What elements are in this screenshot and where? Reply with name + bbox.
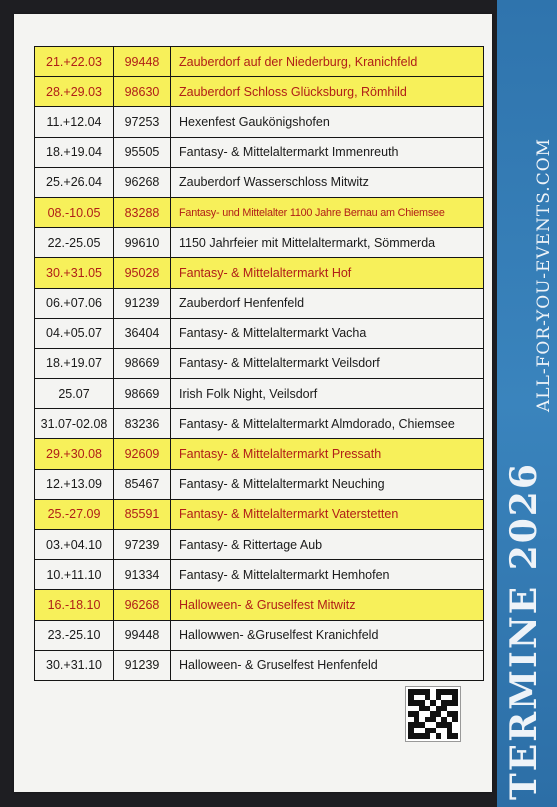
event-plz: 36404 (114, 318, 171, 348)
event-name: Hexenfest Gaukönigshofen (171, 107, 484, 137)
event-row (35, 530, 484, 560)
event-date: 12.+13.09 (35, 469, 114, 499)
event-name: Zauberdorf Schloss Glücksburg, Römhild (171, 77, 484, 107)
event-date: 22.-25.05 (35, 228, 114, 258)
event-name: Fantasy- & Mittelaltermarkt Neuching (171, 469, 484, 499)
event-date: 31.07-02.08 (35, 409, 114, 439)
event-name: Zauberdorf Wasserschloss Mitwitz (171, 167, 484, 197)
events-table (34, 46, 484, 681)
event-date: 18.+19.07 (35, 348, 114, 378)
event-row (35, 560, 484, 590)
event-name: Fantasy- & Mittelaltermarkt Veilsdorf (171, 348, 484, 378)
event-name: Hallowwen- &Gruselfest Kranichfeld (171, 620, 484, 650)
event-row (35, 258, 484, 288)
event-date: 10.+11.10 (35, 560, 114, 590)
event-name: Fantasy- & Mittelaltermarkt Almdorado, Chiemsee (171, 409, 484, 439)
event-plz: 99448 (114, 47, 171, 77)
event-plz: 98630 (114, 77, 171, 107)
event-name: Halloween- & Gruselfest Mitwitz (171, 590, 484, 620)
event-plz: 91239 (114, 288, 171, 318)
event-name: Fantasy- & Mittelaltermarkt Hemhofen (171, 560, 484, 590)
event-plz: 99610 (114, 228, 171, 258)
event-date: 28.+29.03 (35, 77, 114, 107)
event-plz: 95028 (114, 258, 171, 288)
event-plz: 91334 (114, 560, 171, 590)
event-plz: 92609 (114, 439, 171, 469)
event-plz: 98669 (114, 379, 171, 409)
sidebar-title: TERMINE 2026 (503, 462, 545, 800)
event-plz: 98669 (114, 348, 171, 378)
event-row (35, 650, 484, 680)
event-row (35, 620, 484, 650)
event-plz: 85591 (114, 499, 171, 529)
event-name: Zauberdorf auf der Niederburg, Kranichfeld (171, 47, 484, 77)
event-date: 16.-18.10 (35, 590, 114, 620)
event-date: 25.+26.04 (35, 167, 114, 197)
event-date: 04.+05.07 (35, 318, 114, 348)
event-name: 1150 Jahrfeier mit Mittelaltermarkt, Sömmerda (171, 228, 484, 258)
event-row (35, 439, 484, 469)
event-date: 30.+31.05 (35, 258, 114, 288)
event-date: 25.07 (35, 379, 114, 409)
sidebar-url: ALL-FOR-YOU-EVENTS.COM (534, 137, 554, 412)
event-plz: 96268 (114, 590, 171, 620)
qr-code-icon (405, 686, 461, 742)
event-date: 30.+31.10 (35, 650, 114, 680)
event-plz: 91239 (114, 650, 171, 680)
event-name: Zauberdorf Henfenfeld (171, 288, 484, 318)
event-date: 25.-27.09 (35, 499, 114, 529)
event-row (35, 348, 484, 378)
event-name: Irish Folk Night, Veilsdorf (171, 379, 484, 409)
event-date: 06.+07.06 (35, 288, 114, 318)
event-plz: 97239 (114, 530, 171, 560)
event-date: 08.-10.05 (35, 197, 114, 227)
event-row (35, 137, 484, 167)
event-name: Fantasy- und Mittelalter 1100 Jahre Bernau am Chiemsee (171, 197, 484, 227)
event-name: Halloween- & Gruselfest Henfenfeld (171, 650, 484, 680)
event-plz: 85467 (114, 469, 171, 499)
event-date: 03.+04.10 (35, 530, 114, 560)
sidebar-banner (497, 0, 557, 807)
event-row (35, 107, 484, 137)
event-plz: 99448 (114, 620, 171, 650)
event-name: Fantasy- & Mittelaltermarkt Vacha (171, 318, 484, 348)
event-name: Fantasy- & Rittertage Aub (171, 530, 484, 560)
event-name: Fantasy- & Mittelaltermarkt Vaterstetten (171, 499, 484, 529)
event-row (35, 167, 484, 197)
event-row (35, 197, 484, 227)
event-date: 18.+19.04 (35, 137, 114, 167)
event-row (35, 409, 484, 439)
event-date: 29.+30.08 (35, 439, 114, 469)
event-plz: 83288 (114, 197, 171, 227)
event-row (35, 379, 484, 409)
event-row (35, 318, 484, 348)
event-name: Fantasy- & Mittelaltermarkt Hof (171, 258, 484, 288)
event-plz: 97253 (114, 107, 171, 137)
event-plz: 83236 (114, 409, 171, 439)
event-plz: 95505 (114, 137, 171, 167)
event-date: 23.-25.10 (35, 620, 114, 650)
event-row (35, 47, 484, 77)
event-date: 21.+22.03 (35, 47, 114, 77)
event-row (35, 499, 484, 529)
event-row (35, 288, 484, 318)
event-row (35, 228, 484, 258)
event-name: Fantasy- & Mittelaltermarkt Pressath (171, 439, 484, 469)
event-name: Fantasy- & Mittelaltermarkt Immenreuth (171, 137, 484, 167)
event-plz: 96268 (114, 167, 171, 197)
event-date: 11.+12.04 (35, 107, 114, 137)
event-row (35, 590, 484, 620)
event-row (35, 469, 484, 499)
event-row (35, 77, 484, 107)
